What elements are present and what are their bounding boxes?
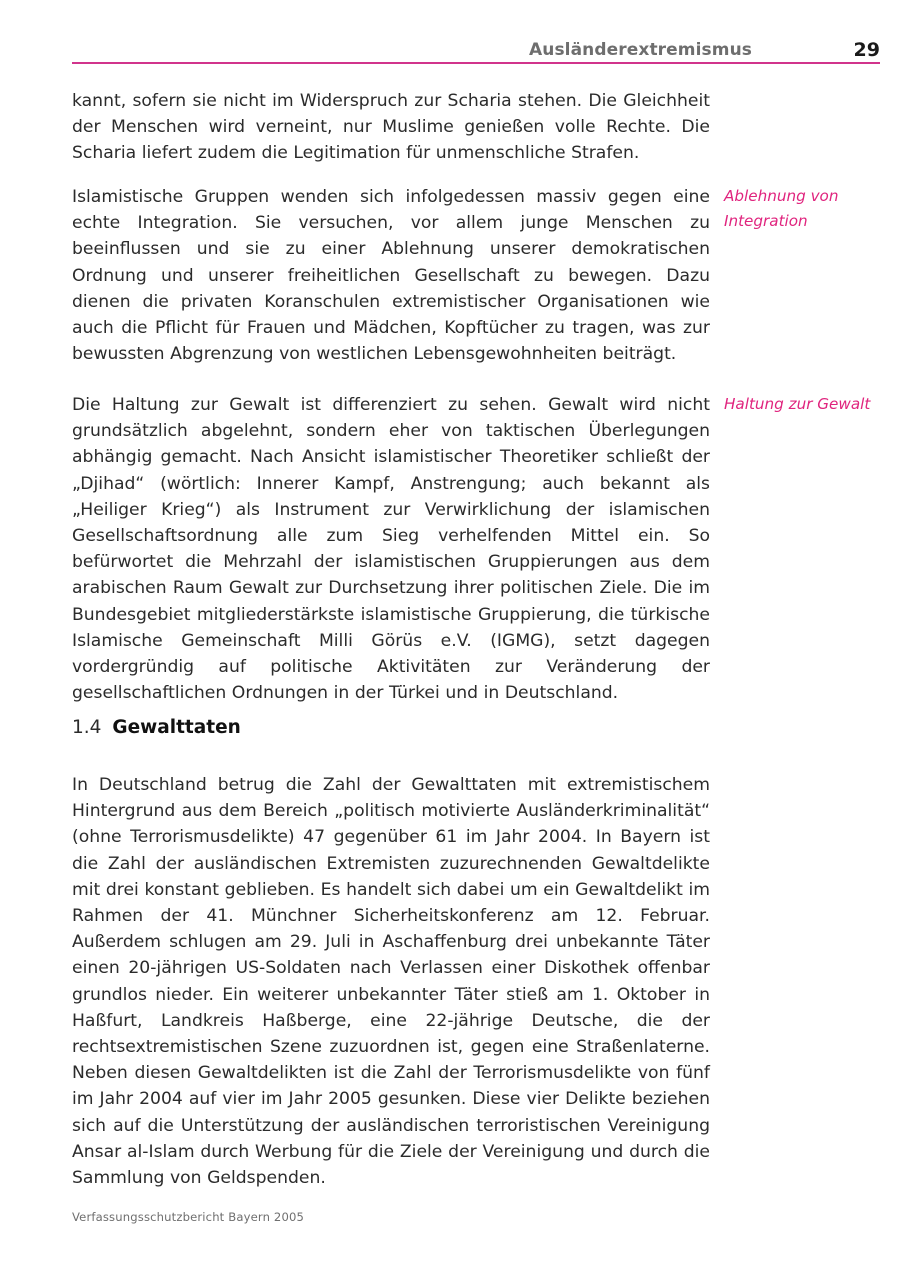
header-divider-rule [72,62,880,64]
body-paragraph: Die Haltung zur Gewalt ist differenziert zu sehen. Gewalt wird nicht grundsätzlich abgelehnt, sondern eher von taktischen Überlegungen abhängig gemacht. Nach Ansicht islamistischer Theoretiker schließt der „Djihad“ (wörtlich: Innerer Kampf, Anstrengung; auch bekannt als „Heiliger Krieg“) als Instrument zur Verwirklichung der islamischen Gesellschaftsordnung alle zum Sieg verhelfenden Mittel ein. So befürwortet die Mehrzahl der islamistischen Gruppierungen aus dem arabischen Raum Gewalt zur Durchsetzung ihrer politischen Ziele. Die im Bundesgebiet mitgliederstärkste islamistische Gruppierung, die türkische Islamische Gemeinschaft Milli Görüs e.V. (IGMG), setzt dagegen vordergründig auf politische Aktivitäten zur Veränderung der gesellschaftlichen Ordnungen in der Türkei und in Deutschland. [72,395,710,704]
paragraph-block-4 [0,772,900,1189]
page-header [72,26,880,60]
margin-note-ablehnung-von-integration: Ablehnung von Integration [724,187,839,230]
body-paragraph: Islamistische Gruppen wenden sich infolgedessen massiv gegen eine echte Integration. Sie versuchen, vor allem junge Menschen zu beeinflussen und sie zu einer Ablehnung unserer demokratischen Ordnung und unserer freiheitlichen Gesellschaft zu bewegen. Dazu dienen die privaten Koranschulen extremistischer Organisationen wie auch die Pflicht für Frauen und Mädchen, Kopftücher zu tragen, was zur bewussten Abgrenzung von westlichen Lebensgewohnheiten beiträgt. [72,187,710,365]
body-column-1 [72,88,710,167]
section-title: Gewalttaten [112,717,241,738]
body-paragraph: kannt, sofern sie nicht im Widerspruch zur Scharia stehen. Die Gleichheit der Menschen wird verneint, nur Muslime genießen volle Rechte. Die Scharia liefert zudem die Legitimation für unmenschliche Strafen. [72,91,710,164]
footer-text: Verfassungsschutzbericht Bayern 2005 [72,1210,305,1224]
body-paragraph: In Deutschland betrug die Zahl der Gewalttaten mit extremistischem Hintergrund aus dem Bereich „politisch motivierte Ausländerkriminalität“ (ohne Terrorismusdelikte) 47 gegenüber 61 im Jahr 2004. In Bayern ist die Zahl der ausländischen Extremisten zuzurechnenden Gewaltdelikte mit drei konstant geblieben. Es handelt sich dabei um ein Gewaltdelikt im Rahmen der 41. Münchner Sicherheitskonferenz am 12. Februar. Außerdem schlugen am 29. Juli in Aschaffenburg drei unbekannte Täter einen 20-jährigen US-Soldaten nach Verlassen einer Diskothek offenbar grundlos nieder. Ein weiterer unbekannter Täter stieß am 1. Oktober in Haßfurt, Landkreis Haßberge, eine 22-jährige Deutsche, die der rechtsextremistischen Szene zuzuordnen ist, gegen eine Straßenlaterne. Neben diesen Gewaltdelikten ist die Zahl der Terrorismusdelikte von fünf im Jahr 2004 auf vier im Jahr 2005 gesunken. Diese vier Delikte beziehen sich auf die Unterstützung der ausländischen terroristischen Vereinigung Ansar al-Islam durch Werbung für die Ziele der Vereinigung und durch die Sammlung von Geldspenden. [72,775,710,1189]
body-column-4 [72,772,710,1191]
margin-note-haltung-zur-gewalt: Haltung zur Gewalt [724,395,871,413]
page-footer [72,1210,710,1224]
paragraph-block-2 [0,184,900,380]
paragraph-block-1 [0,88,900,172]
section-number: 1.4 [72,717,102,738]
body-column-3 [72,392,710,706]
section-heading [72,716,710,740]
page-content [0,88,900,1189]
header-section-title: Ausländerextremismus [529,40,752,60]
section-heading-block [0,716,900,772]
paragraph-block-3 [0,392,900,704]
body-column-2 [72,184,710,367]
page-number: 29 [853,39,880,61]
